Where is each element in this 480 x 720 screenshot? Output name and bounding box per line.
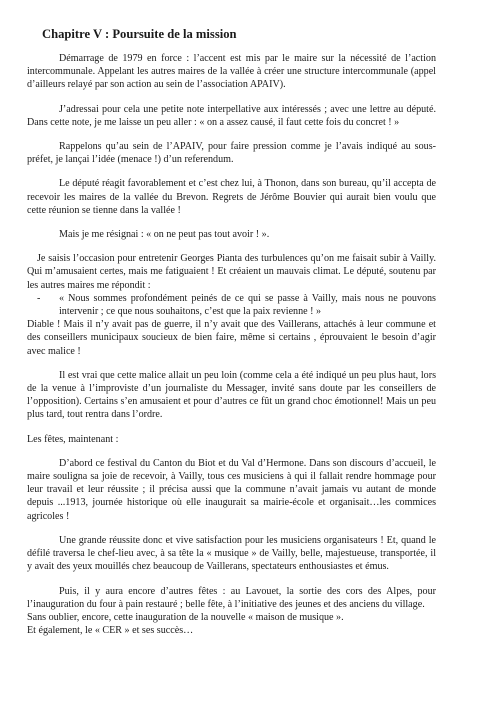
dash-marker: - <box>37 292 41 304</box>
paragraph-apaiv: Rappelons qu’au sein de l’APAIV, pour faire pression comme je l’avais indiqué au sous-préfet, je lançai l’idée (menace !) d’un referendum. <box>27 141 436 166</box>
paragraph-resigne: Mais je me résignai : « on ne peut pas tout avoir ! ». <box>59 229 270 241</box>
quote-text: « Nous sommes profondément peinés de ce qui se passe à Vailly, mais nous ne pouvons intervenir ; ce que nous souhaitons, c’est que la paix revienne ! » <box>59 292 436 318</box>
paragraph-reussite: Une grande réussite donc et vive satisfaction pour les musiciens organisateurs ! Et, quand le défilé traversa le chef-lieu avec, à sa tête la « musique » de Vailly, belle, majestueuse, transportée, il y avait des yeux mouillés chez beaucoup de Vaillerans, spectateurs enthousiastes et émus. <box>27 534 436 573</box>
quote-item <box>27 292 436 318</box>
paragraph-autres-fetes: Puis, il y aura encore d’autres fêtes : au Lavouet, la sortie des cors des Alpes, pour l’inauguration du four à pain restauré ; belle fête, à l’initiative des jeunes et des anciens du village. <box>27 585 436 610</box>
paragraph-cer: Et également, le « CER » et ses succès… <box>27 625 194 637</box>
paragraph-note: J’adressai pour cela une petite note interpellative aux intéressés ; avec une lettre au député. Dans cette note, je me laisse un peu aller : « on a assez causé, il faut cette fois du concret ! » <box>27 103 436 128</box>
paragraph-malice: Il est vrai que cette malice allait un peu loin (comme cela a été indiqué un peu plus haut, lors de la venue à l’improviste d’un journaliste du Messager, invité sans doute par les conseillers de l’opposition). Certains s’en amusaient et pour d’autres ce fût un grand choc émotionnel! Mais un peu plus tard, tout rentra dans l’ordre. <box>27 369 436 421</box>
chapter-title: Chapitre V : Poursuite de la mission <box>42 27 237 41</box>
paragraph-festival: D’abord ce festival du Canton du Biot et du Val d’Hermone. Dans son discours d’accueil, le maire souligna sa joie de recevoir, à Vailly, tous ces musiciens à qui il fallait rendre hommage pour leur travail et leur réussite ; il précisa aussi que la commune n’avait jamais vu autant de monde depuis ...1913, journée historique où elle inaugurait sa mairie-école et organisait…les commices agricoles ! <box>27 457 436 522</box>
paragraph-fetes-heading: Les fêtes, maintenant : <box>27 433 119 445</box>
paragraph-occasion: Je saisis l’occasion pour entretenir Georges Pianta des turbulences qu’on me faisait subir à Vailly. Qui m’amusaient certes, mais me fatiguaient ! Et créaient un mauvais climat. Le député, soutenu par les autres maires me répondit : <box>27 253 436 291</box>
paragraph-depute: Le député réagit favorablement et c’est chez lui, à Thonon, dans son bureau, qu’il accepta de recevoir les maires de la vallée du Brevon. Regrets de Jérôme Bouvier qui aurait bien voulu que cette réunion se tienne dans la vallée ! <box>27 178 436 216</box>
paragraph-diable: Diable ! Mais il n’y avait pas de guerre, il n’y avait que des Vaillerans, attachés à leur commune et des conseillers municipaux soucieux de bien faire, même si certains , éprouvaient le besoin d’agir avec malice ! <box>27 319 436 357</box>
paragraph-demarrage: Démarrage de 1979 en force : l’accent est mis par le maire sur la nécessité de l’action intercommunale. Appelant les autres maires de la vallée à créer une structure intercommunale (appel d’ailleurs relayé par son action au sein de l’association APAIV). <box>27 53 436 91</box>
paragraph-maison-musique: Sans oublier, encore, cette inauguration de la nouvelle « maison de musique ». <box>27 611 344 623</box>
